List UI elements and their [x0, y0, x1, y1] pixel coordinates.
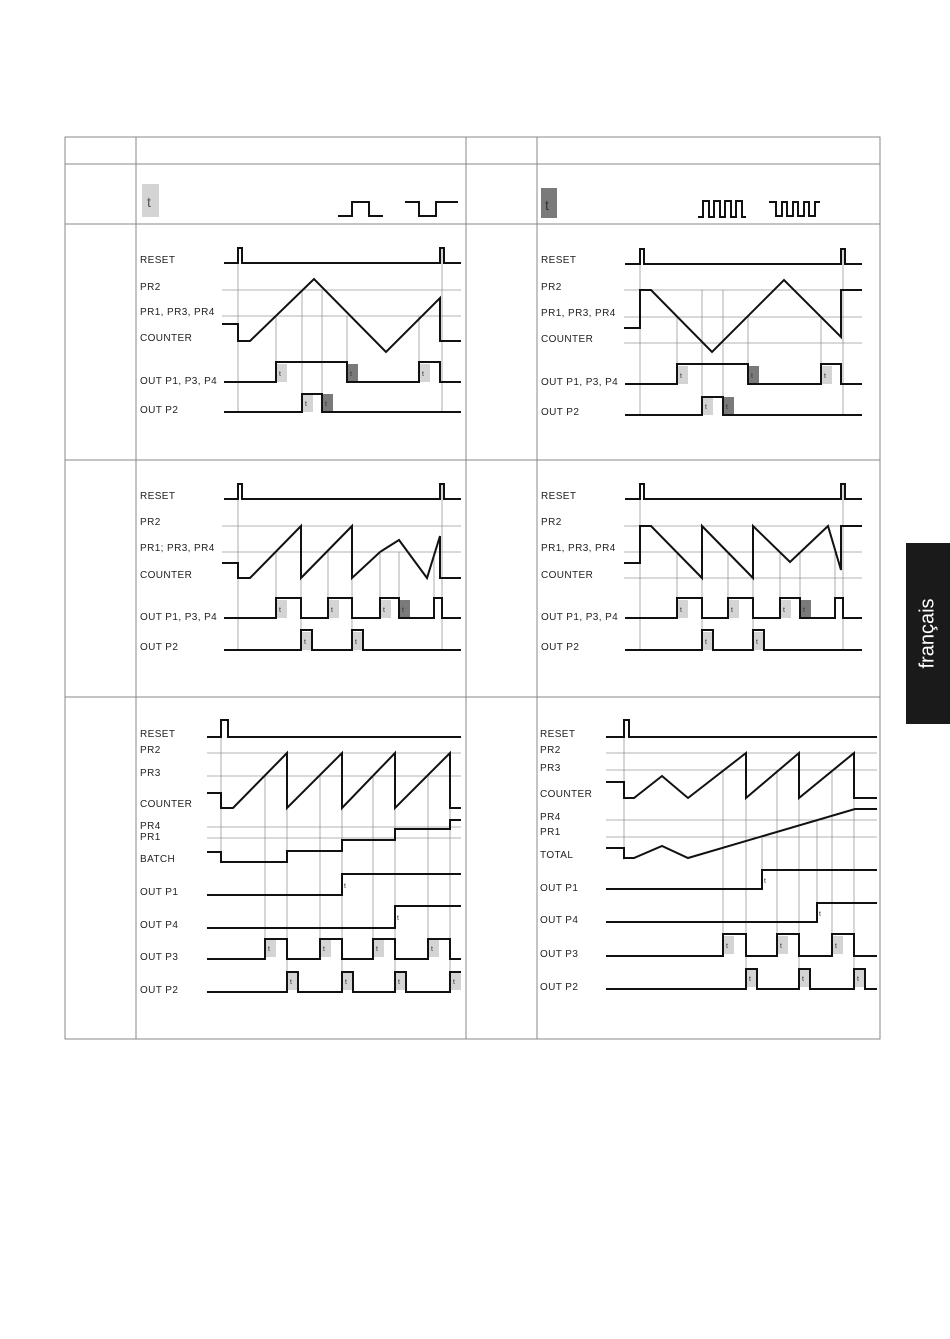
time-label: t: [279, 607, 281, 614]
positive-pulse-icon: [338, 202, 383, 216]
out-p4-label: OUT P4: [140, 920, 179, 931]
reset-waveform: [606, 720, 877, 737]
out-p1-waveform: [207, 874, 461, 895]
table-grid: [65, 137, 880, 1039]
time-label: t: [764, 878, 766, 885]
panel-row3-left: [140, 720, 461, 996]
pr4-label: PR4: [140, 821, 161, 832]
panel-row1-left: [140, 248, 461, 416]
time-label: t: [290, 979, 292, 986]
legend-right: [541, 188, 820, 218]
out-p4-waveform: [207, 906, 461, 928]
time-label: t: [279, 371, 281, 378]
reset-waveform: [625, 484, 862, 499]
time-label: t: [402, 607, 404, 614]
time-label: t: [431, 946, 433, 953]
pulse-train-icon: [698, 201, 746, 217]
time-label: t: [803, 607, 805, 614]
time-label: t: [304, 639, 306, 646]
time-box-dark: [541, 188, 557, 218]
time-label: t: [705, 404, 707, 411]
time-label: t: [345, 979, 347, 986]
pr4-label: PR4: [540, 812, 561, 823]
time-label: t: [705, 639, 707, 646]
time-label: t: [756, 639, 758, 646]
counter-label: COUNTER: [541, 570, 594, 581]
language-tab-label: [906, 543, 950, 724]
panel-row2-right: [541, 484, 862, 653]
pr1-pr3-pr4-label: PR1, PR3, PR4: [541, 543, 616, 554]
pr2-label: PR2: [140, 517, 161, 528]
time-label: t: [680, 373, 682, 380]
time-symbol: t: [545, 197, 549, 213]
pr2-label: PR2: [541, 282, 562, 293]
time-label: t: [726, 404, 728, 411]
out-p3-label: OUT P3: [540, 949, 579, 960]
out-p1-waveform: [224, 598, 461, 618]
time-label: t: [780, 943, 782, 950]
out-p2-label: OUT P2: [140, 985, 179, 996]
counter-label: COUNTER: [140, 333, 193, 344]
counter-waveform: [606, 753, 877, 798]
out-p2-waveform: [606, 969, 877, 989]
time-label: t: [383, 607, 385, 614]
out-p2-waveform: [207, 972, 461, 992]
out-p1-p3-p4-label: OUT P1, P3, P4: [140, 612, 218, 623]
batch-waveform: [207, 820, 461, 862]
time-label: t: [323, 946, 325, 953]
time-label: t: [344, 883, 346, 890]
out-p1-waveform: [625, 598, 862, 618]
pr2-label: PR2: [540, 745, 561, 756]
time-label: t: [398, 979, 400, 986]
pr1-label: PR1: [540, 827, 561, 838]
time-label: t: [453, 979, 455, 986]
reset-waveform: [224, 484, 461, 499]
time-label: t: [325, 401, 327, 408]
pr3-label: PR3: [540, 763, 561, 774]
panel-row2-left: [140, 484, 461, 653]
pr2-label: PR2: [140, 745, 161, 756]
out-p2-waveform: [224, 630, 461, 650]
out-p4-waveform: [606, 903, 877, 922]
out-p4-label: OUT P4: [540, 915, 579, 926]
inverted-pulse-train-icon: [769, 202, 820, 216]
time-label: t: [751, 373, 753, 380]
time-label: t: [397, 915, 399, 922]
out-p3-waveform: [207, 939, 461, 959]
time-label: t: [680, 607, 682, 614]
out-p1-p3-p4-label: OUT P1, P3, P4: [541, 377, 619, 388]
reset-label: RESET: [140, 255, 176, 266]
counter-label: COUNTER: [541, 334, 594, 345]
reset-label: RESET: [541, 491, 577, 502]
out-p1-label: OUT P1: [540, 883, 579, 894]
out-p2-waveform: [224, 394, 461, 412]
out-p1-p3-p4-label: OUT P1, P3, P4: [140, 376, 218, 387]
time-symbol: t: [147, 194, 151, 210]
time-label: t: [376, 946, 378, 953]
pr1-pr3-pr4-label: PR1, PR3, PR4: [140, 307, 215, 318]
counter-waveform: [207, 753, 461, 808]
reset-label: RESET: [541, 255, 577, 266]
out-p1-waveform: [606, 870, 877, 889]
reset-waveform: [207, 720, 461, 737]
time-label: t: [268, 946, 270, 953]
total-waveform: [606, 809, 877, 858]
language-text: français: [916, 598, 939, 669]
pr2-label: PR2: [140, 282, 161, 293]
out-p2-waveform: [625, 397, 862, 415]
time-label: t: [422, 371, 424, 378]
reset-waveform: [625, 249, 862, 264]
time-label: t: [783, 607, 785, 614]
time-label: t: [819, 911, 821, 918]
panel-row1-right: [541, 249, 862, 418]
reset-label: RESET: [540, 729, 576, 740]
counter-waveform: [624, 280, 862, 352]
pr2-label: PR2: [541, 517, 562, 528]
counter-label: COUNTER: [540, 789, 593, 800]
time-label: t: [355, 639, 357, 646]
pr1-label: PR1: [140, 832, 161, 843]
time-label: t: [305, 401, 307, 408]
time-label: t: [824, 373, 826, 380]
table-border: [65, 137, 880, 1039]
panel-row3-right: [540, 720, 877, 993]
time-label: t: [350, 371, 352, 378]
reset-label: RESET: [140, 491, 176, 502]
reset-waveform: [224, 248, 461, 263]
out-p1-label: OUT P1: [140, 887, 179, 898]
counter-label: COUNTER: [140, 799, 193, 810]
time-label: t: [835, 943, 837, 950]
time-label: t: [857, 976, 859, 983]
negative-pulse-icon: [405, 202, 458, 216]
legend-left: [142, 184, 458, 217]
time-label: t: [331, 607, 333, 614]
pr1-pr3-pr4-label: PR1, PR3, PR4: [541, 308, 616, 319]
out-p2-label: OUT P2: [541, 642, 580, 653]
pr3-label: PR3: [140, 768, 161, 779]
batch-label: BATCH: [140, 854, 176, 865]
out-p1-p3-p4-label: OUT P1, P3, P4: [541, 612, 619, 623]
time-label: t: [749, 976, 751, 983]
time-label: t: [802, 976, 804, 983]
out-p2-label: OUT P2: [140, 405, 179, 416]
out-p2-label: OUT P2: [140, 642, 179, 653]
out-p2-label: OUT P2: [541, 407, 580, 418]
counter-label: COUNTER: [140, 570, 193, 581]
pr1-pr3-pr4-label: PR1; PR3, PR4: [140, 543, 215, 554]
total-label: TOTAL: [540, 850, 574, 861]
time-label: t: [726, 943, 728, 950]
out-p3-label: OUT P3: [140, 952, 179, 963]
out-p2-waveform: [625, 630, 862, 650]
time-label: t: [731, 607, 733, 614]
out-p2-label: OUT P2: [540, 982, 579, 993]
reset-label: RESET: [140, 729, 176, 740]
